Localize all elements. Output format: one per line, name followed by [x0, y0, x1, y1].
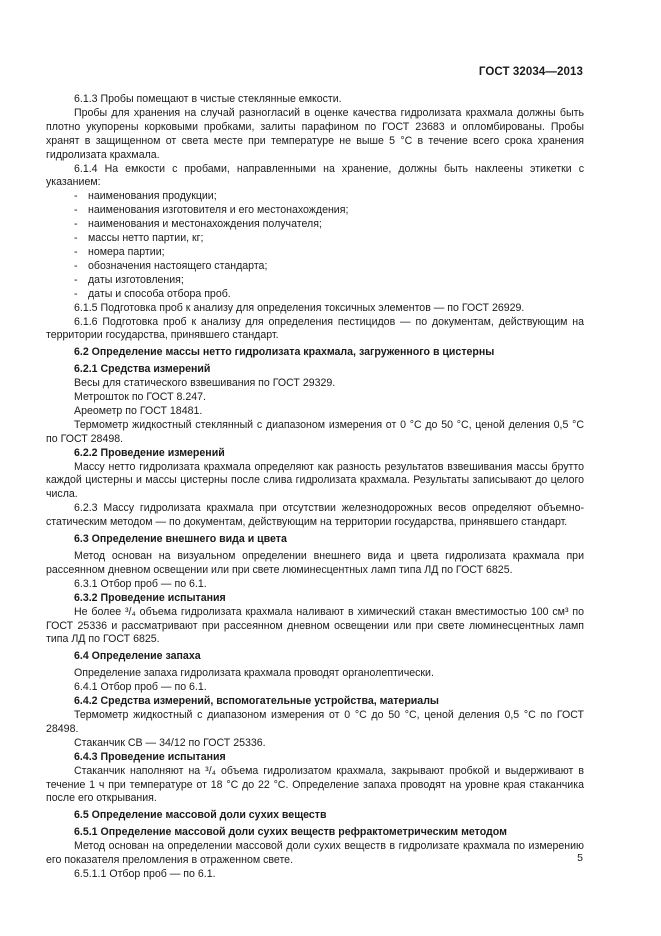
- paragraph: 6.4.1 Отбор проб — по 6.1.: [74, 681, 207, 694]
- section-heading: 6.5 Определение массовой доли сухих веществ: [74, 809, 327, 822]
- paragraph: Пробы для хранения на случай разногласий в оценке качества гидролизата крахмала должны быть плотно укупорены корковыми пробками, залиты парафином по ГОСТ 23683 и опломбированы. Пробы хранят в защищенном от света месте при температуре не выше 5 °С в течение всего срока хранения гидролизата крахмала.: [46, 106, 584, 161]
- paragraph: 6.1.4 На емкости с пробами, направленными на хранение, должны быть наклеены этикетки с указанием:: [46, 162, 584, 189]
- list-item: [46, 246, 584, 260]
- list-dash: -: [74, 245, 78, 258]
- document-body: [46, 93, 584, 882]
- section-heading: 6.3 Определение внешнего вида и цвета: [74, 533, 287, 546]
- list-item: [46, 218, 584, 232]
- list-dash: -: [74, 287, 78, 300]
- paragraph: 6.3.1 Отбор проб — по 6.1.: [74, 577, 207, 590]
- list-item: [46, 232, 584, 246]
- list-item-text: наименования изготовителя и его местонахождения;: [88, 204, 349, 217]
- list-item-text: даты изготовления;: [88, 273, 184, 286]
- paragraph: Определение запаха гидролизата крахмала проводят органолептически.: [74, 667, 434, 680]
- paragraph: Термометр жидкостный с диапазоном измерения от 0 °С до 50 °С, ценой деления 0,5 °С по ГОСТ 28498.: [46, 708, 584, 735]
- section-heading: 6.2.2 Проведение измерений: [74, 446, 225, 459]
- paragraph: Не более ³/₄ объема гидролизата крахмала наливают в химический стакан вместимостью 100 см³ по ГОСТ 25336 и рассматривают при рассеянном дневном освещении или при свете люминесцентных ламп типа ЛД по ГОСТ 6825.: [46, 605, 584, 646]
- paragraph: Метрошток по ГОСТ 8.247.: [74, 391, 206, 404]
- section-heading: 6.4.3 Проведение испытания: [74, 750, 226, 763]
- section-heading: 6.4 Определение запаха: [74, 650, 201, 663]
- page-number: 5: [577, 852, 583, 864]
- paragraph: Ареометр по ГОСТ 18481.: [74, 404, 203, 417]
- standard-header: ГОСТ 32034—2013: [478, 66, 583, 78]
- paragraph: 6.1.6 Подготовка проб к анализу для определения пестицидов — по документам, действующим на территории государства, принявшего стандарт.: [46, 315, 584, 342]
- list-dash: -: [74, 190, 78, 203]
- list-item-text: наименования и местонахождения получателя;: [88, 218, 322, 231]
- section-heading: 6.3.2 Проведение испытания: [74, 591, 226, 604]
- list-dash: -: [74, 259, 78, 272]
- paragraph: Массу нетто гидролизата крахмала определяют как разность результатов взвешивания массы брутто каждой цистерны и массы цистерны после слива гидролизата крахмала. Результаты записывают до целого числа.: [46, 460, 584, 501]
- section-heading: 6.4.2 Средства измерений, вспомогательные устройства, материалы: [74, 695, 439, 708]
- paragraph: Термометр жидкостный стеклянный с диапазоном измерения от 0 °С до 50 °С, ценой деления 0,5 °С по ГОСТ 28498.: [46, 418, 584, 445]
- paragraph: Стаканчик СВ — 34/12 по ГОСТ 25336.: [74, 736, 266, 749]
- paragraph: Стаканчик наполняют на ³/₄ объема гидролизатом крахмала, закрывают пробкой и выдерживают в течение 1 ч при температуре от 18 °С до 22 °С. Определение запаха проводят на уровне края стаканчика после его открывания.: [46, 764, 584, 805]
- list-item: [46, 204, 584, 218]
- list-item: [46, 260, 584, 274]
- section-heading: 6.2.1 Средства измерений: [74, 363, 211, 376]
- list-item: [46, 288, 584, 302]
- list-item-text: обозначения настоящего стандарта;: [88, 259, 268, 272]
- list-item-text: массы нетто партии, кг;: [88, 232, 204, 245]
- list-item: [46, 190, 584, 204]
- list-dash: -: [74, 232, 78, 245]
- list-dash: -: [74, 273, 78, 286]
- paragraph: Метод основан на определении массовой доли сухих веществ в гидролизате крахмала по измерению его показателя преломления в отраженном свете.: [46, 840, 584, 867]
- section-heading: 6.5.1 Определение массовой доли сухих веществ рефрактометрическим методом: [74, 826, 507, 839]
- list-item-text: наименования продукции;: [88, 190, 217, 203]
- paragraph: 6.2.3 Массу гидролизата крахмала при отсутствии железнодорожных весов определяют объемно-статическим методом — по документам, действующим на территории государства, принявшего стандарт.: [46, 502, 584, 529]
- paragraph: Метод основан на визуальном определении внешнего вида и цвета гидролизата крахмала при рассеянном дневном освещении или при свете люминесцентных ламп типа ЛД по ГОСТ 6825.: [46, 550, 584, 576]
- list-dash: -: [74, 204, 78, 217]
- paragraph: Весы для статического взвешивания по ГОСТ 29329.: [74, 377, 336, 390]
- list-item-text: даты и способа отбора проб.: [88, 287, 231, 300]
- section-heading: 6.2 Определение массы нетто гидролизата крахмала, загруженного в цистерны: [74, 346, 495, 359]
- paragraph: 6.1.3 Пробы помещают в чистые стеклянные емкости.: [74, 93, 342, 105]
- paragraph: 6.1.5 Подготовка проб к анализу для определения токсичных элементов — по ГОСТ 26929.: [74, 301, 525, 314]
- paragraph: 6.5.1.1 Отбор проб — по 6.1.: [74, 867, 216, 880]
- list-dash: -: [74, 218, 78, 231]
- list-item-text: номера партии;: [88, 245, 165, 258]
- list-item: [46, 274, 584, 288]
